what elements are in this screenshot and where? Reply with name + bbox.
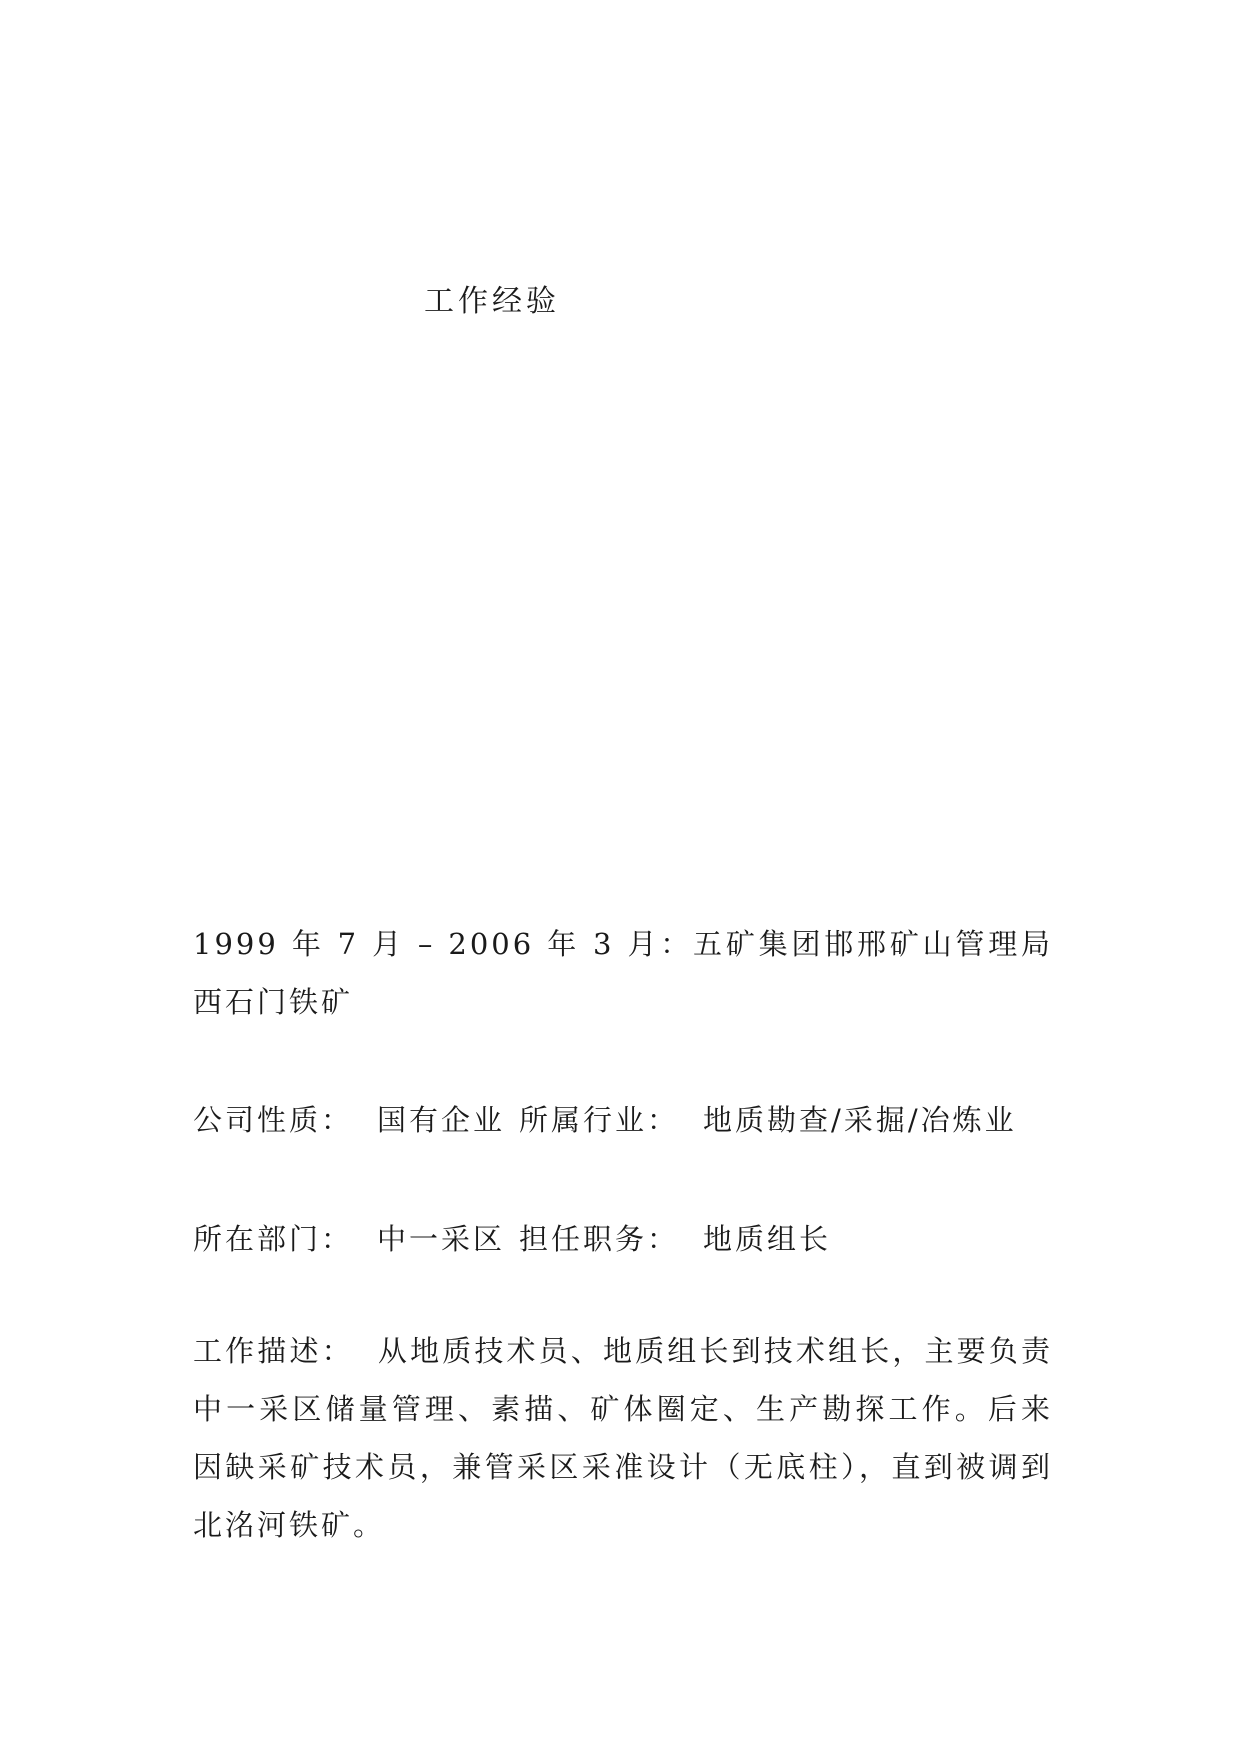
employment-period: 1999 年 7 月 – 2006 年 3 月：五矿集团邯邢矿山管理局西石门铁矿 [193, 927, 1053, 1019]
department-value: 中一采区 [377, 1222, 506, 1256]
work-description-label: 工作描述： [193, 1334, 354, 1368]
position-label: 担任职务： [519, 1222, 680, 1256]
work-description [193, 1322, 1053, 1554]
industry-label: 所属行业： [519, 1103, 680, 1137]
section-title: 工作经验 [424, 284, 560, 319]
department-label: 所在部门： [193, 1222, 354, 1256]
work-description-text: 从地质技术员、地质组长到技术组长，主要负责中一采区储量管理、素描、矿体圈定、生产勘探工作。后来因缺采矿技术员，兼管采区采准设计（无底柱），直到被调到北洺河铁矿。 [193, 1334, 1053, 1542]
company-info-line [193, 1091, 1053, 1149]
position-value: 地质组长 [703, 1222, 832, 1256]
department-info-line [193, 1210, 1053, 1268]
company-nature-label: 公司性质： [193, 1103, 354, 1137]
industry-value: 地质勘查/采掘/冶炼业 [703, 1103, 1017, 1137]
company-nature-value: 国有企业 [377, 1103, 506, 1137]
